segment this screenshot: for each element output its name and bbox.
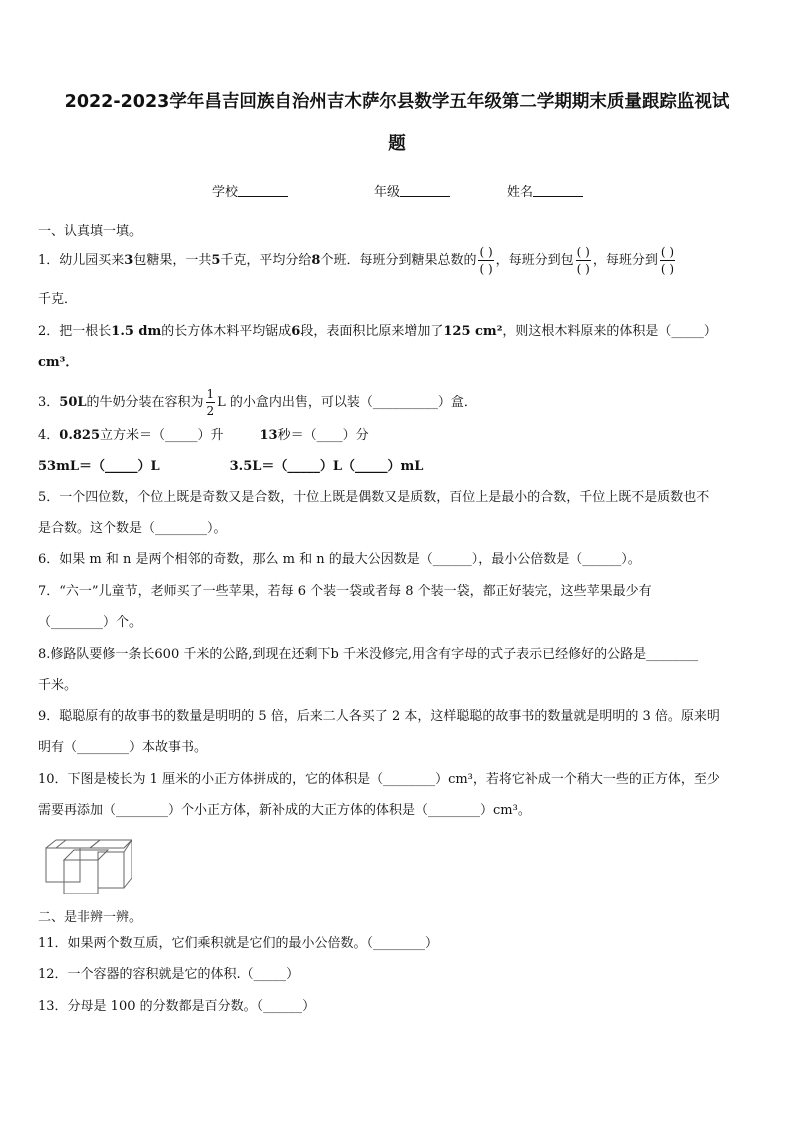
cube-top-back-right [90, 840, 132, 848]
school-label: 学校 [212, 185, 239, 200]
fraction-one-half: $\frac{1}{2}$ [206, 387, 215, 418]
question-8-line2: 千米。 [38, 678, 78, 693]
grade-blank[interactable] [400, 184, 450, 197]
question-9-line1: 9．聪聪原有的故事书的数量是明明的 5 倍，后来二人各买了 2 本，这样聪聪的故事书的数量就是明明的 3 倍。原来明 [38, 709, 720, 724]
section-2-heading: 二、是非辨一辨。 [38, 910, 143, 925]
question-12: 12．一个容器的容积就是它的体积.（_____） [38, 967, 300, 982]
cube-top-back-left [56, 840, 100, 848]
cube-stack-figure [42, 838, 132, 894]
name-label: 姓名 [507, 185, 534, 200]
question-10-line1: 10．下图是棱长为 1 厘米的小正方体拼成的，它的体积是（________）cm³，若将它补成一个稍大一些的正方体，至少 [38, 772, 720, 787]
fraction-blank-1[interactable]: $\frac{( )}{( )}$ [479, 245, 493, 276]
school-field [212, 181, 288, 200]
question-1-line1: 1．幼儿园买来3包糖果，一共5千克，平均分给8个班．每班分到糖果总数的 $\frac{( )}{( )}$ ，每班分到包 $\frac{( )}{( )}$ ，每班分到 $\frac{( )}{( )}$ [38, 245, 675, 276]
question-6: 6．如果 m 和 n 是两个相邻的奇数，那么 m 和 n 的最大公因数是（______），最小公倍数是（______）。 [38, 552, 641, 567]
section-1-heading: 一、认真填一填。 [38, 224, 143, 239]
name-blank[interactable] [533, 184, 583, 197]
question-5-line2: 是合数。这个数是（________）。 [38, 521, 227, 536]
question-4-line1: 4．0.825立方米＝（_____）升 13秒＝（____）分 [38, 428, 369, 443]
question-7-line1: 7．“六一”儿童节，老师买了一些苹果，若每 6 个装一袋或者每 8 个装一袋，都正好装完，这些苹果最少有 [38, 584, 652, 599]
question-3: 3．50L的牛奶分装在容积为 $\frac{1}{2}$ L 的小盒内出售，可以装（__________）盒． [38, 387, 477, 418]
question-1-line2: 千克． [38, 292, 78, 307]
document-title-line1: 2022-2023学年昌吉回族自治州吉木萨尔县数学五年级第二学期期末质量跟踪监视试 [64, 92, 730, 112]
question-7-line2: （________）个。 [38, 615, 143, 630]
grade-field [374, 181, 450, 200]
cube-back-left-front [46, 848, 80, 882]
question-9-line2: 明有（________）本故事书。 [38, 740, 208, 755]
question-13: 13．分母是 100 的分数都是百分数。（______） [38, 999, 316, 1014]
question-10-line2: 需要再添加（________）个小正方体，新补成的大正方体的体积是（________）cm³。 [38, 803, 531, 818]
question-2-line2: cm³． [38, 355, 79, 370]
grade-label: 年级 [374, 185, 401, 200]
question-4-line2: 53mL＝（_____）L 3.5L＝（_____）L（_____）mL [38, 459, 424, 474]
name-field [507, 181, 583, 200]
school-blank[interactable] [238, 184, 288, 197]
question-5-line1: 5．一个四位数，个位上既是奇数又是合数，十位上既是偶数又是质数，百位上是最小的合数，千位上既不是质数也不 [38, 490, 710, 505]
cube-front-face [64, 860, 98, 894]
fraction-blank-3[interactable]: $\frac{( )}{( )}$ [660, 245, 675, 276]
cube-right-face [98, 852, 124, 888]
question-2-line1: 2．把一根长1.5 dm的长方体木料平均锯成6段，表面积比原来增加了125 cm²，则这根木料原来的体积是（_____） [38, 324, 717, 339]
document-title-line2: 题 [388, 134, 406, 154]
question-11: 11．如果两个数互质，它们乘积就是它们的最小公倍数。（________） [38, 936, 439, 951]
fraction-blank-2[interactable]: $\frac{( )}{( )}$ [576, 245, 590, 276]
question-8-line1: 8.修路队要修一条长600 千米的公路,到现在还剩下b 千米没修完,用含有字母的式子表示已经修好的公路是________ [38, 647, 699, 662]
